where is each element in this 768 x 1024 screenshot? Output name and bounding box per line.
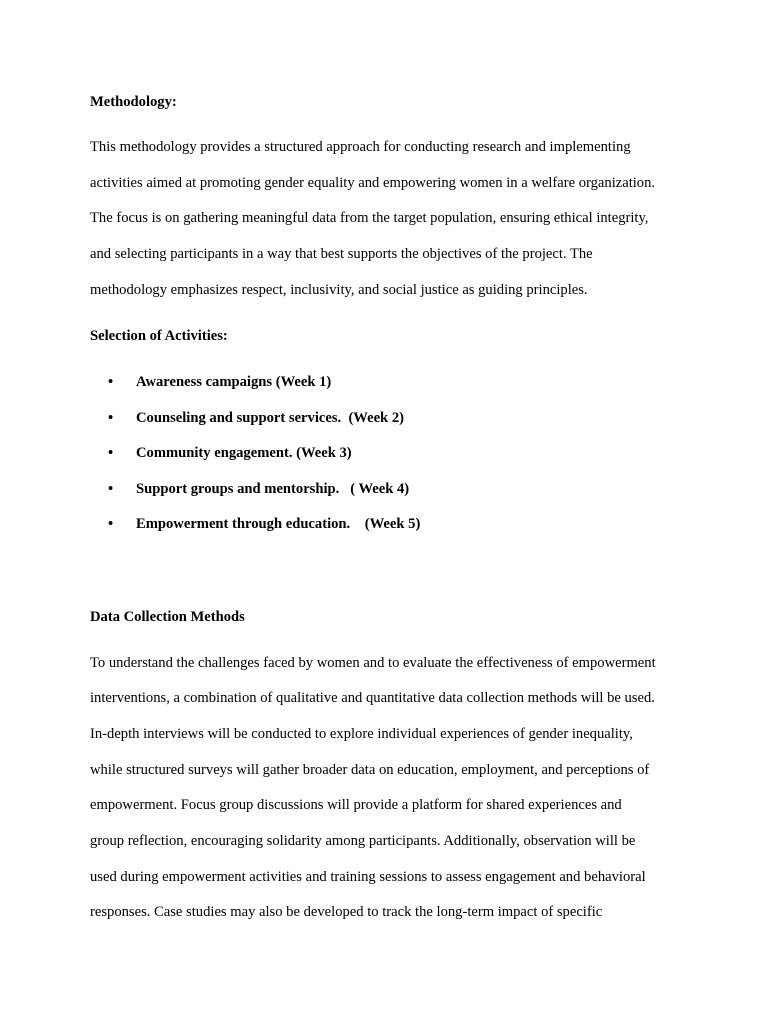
bullet-icon: •: [108, 516, 114, 532]
activity-label: Awareness campaigns (Week 1): [136, 374, 332, 390]
data-collection-heading: Data Collection Methods: [90, 609, 245, 625]
data-collection-line: To understand the challenges faced by women and to evaluate the effectiveness of empowerment: [90, 655, 656, 671]
data-collection-line: interventions, a combination of qualitative and quantitative data collection methods will be used.: [90, 690, 655, 706]
bullet-icon: •: [108, 445, 114, 461]
activity-label: Support groups and mentorship. ( Week 4): [136, 481, 410, 497]
data-collection-line: responses. Case studies may also be developed to track the long-term impact of specific: [90, 904, 603, 920]
methodology-heading: Methodology:: [90, 94, 177, 110]
activities-heading: Selection of Activities:: [90, 328, 228, 344]
activity-label: Empowerment through education. (Week 5): [136, 516, 421, 532]
methodology-line: methodology emphasizes respect, inclusivity, and social justice as guiding principles.: [90, 282, 588, 298]
activity-list-item: [108, 516, 420, 533]
data-collection-line: used during empowerment activities and training sessions to assess engagement and behavioral: [90, 869, 646, 885]
methodology-line: activities aimed at promoting gender equality and empowering women in a welfare organization.: [90, 175, 656, 191]
data-collection-line: while structured surveys will gather broader data on education, employment, and perceptions of: [90, 762, 650, 778]
bullet-icon: •: [108, 374, 114, 390]
activity-list-item: [108, 410, 404, 427]
methodology-line: The focus is on gathering meaningful data from the target population, ensuring ethical integrity,: [90, 210, 649, 226]
bullet-icon: •: [108, 410, 114, 426]
methodology-line: and selecting participants in a way that best supports the objectives of the project. The: [90, 246, 593, 262]
data-collection-line: In-depth interviews will be conducted to explore individual experiences of gender inequality,: [90, 726, 633, 742]
activity-list-item: [108, 481, 409, 498]
activity-list-item: [108, 374, 331, 391]
bullet-icon: •: [108, 481, 114, 497]
data-collection-line: group reflection, encouraging solidarity among participants. Additionally, observation will be: [90, 833, 636, 849]
methodology-line: This methodology provides a structured approach for conducting research and implementing: [90, 139, 631, 155]
activity-label: Community engagement. (Week 3): [136, 445, 352, 461]
activity-list-item: [108, 445, 352, 462]
activity-label: Counseling and support services. (Week 2): [136, 410, 404, 426]
data-collection-line: empowerment. Focus group discussions will provide a platform for shared experiences and: [90, 797, 622, 813]
